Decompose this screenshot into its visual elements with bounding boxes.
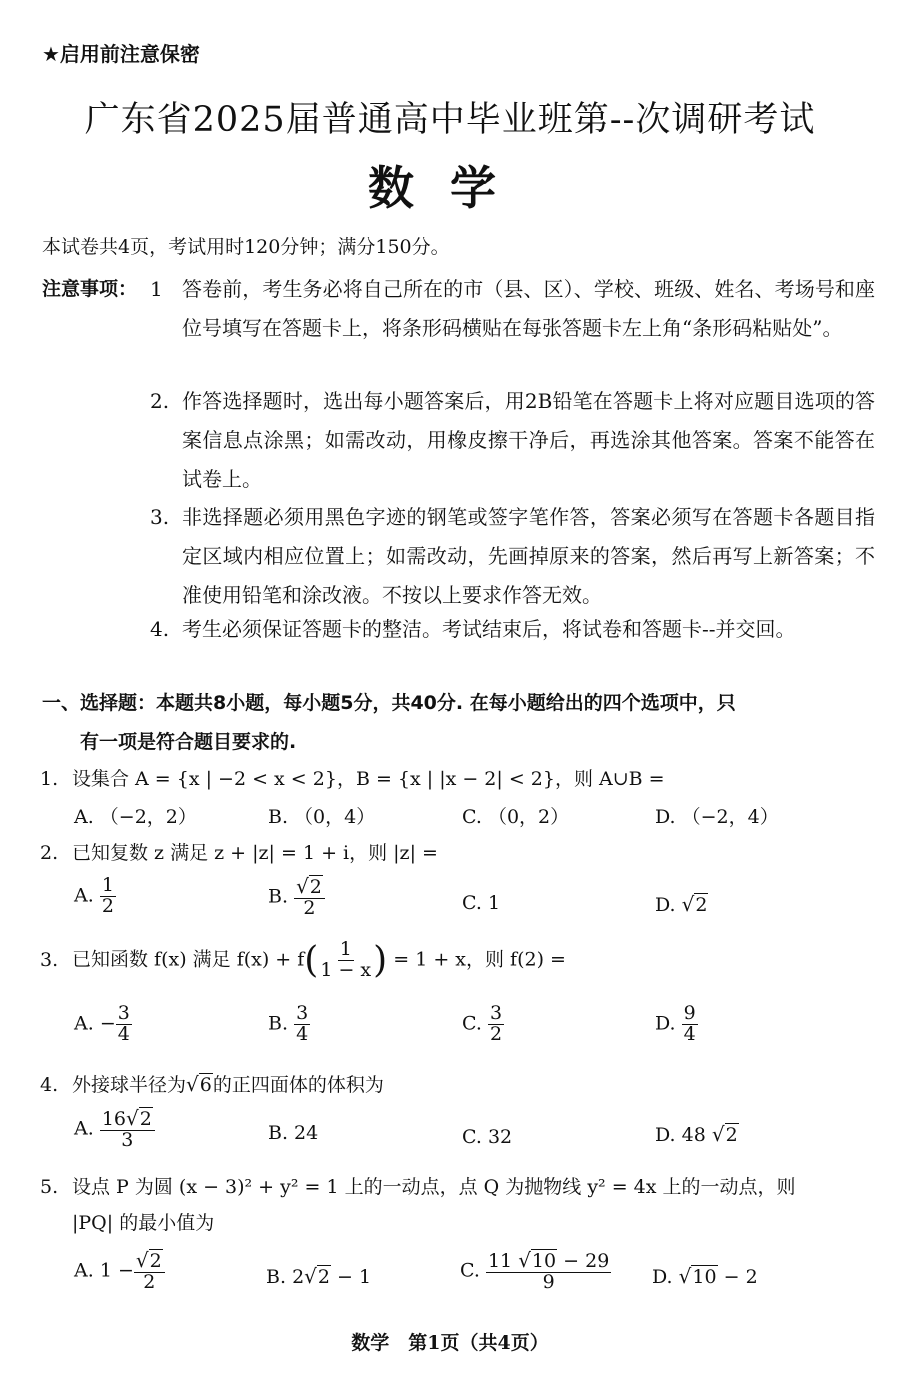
note-item — [150, 610, 875, 649]
question-stem-cont: |PQ| 的最小值为 — [72, 1212, 215, 1234]
option-label: B. — [268, 1012, 289, 1035]
numerator: 3 — [489, 1002, 503, 1024]
option-label: D. — [655, 1124, 676, 1146]
question-number: 3. — [40, 948, 59, 971]
note-number: 4. — [150, 617, 170, 641]
note-text: 考生必须保证答题卡的整洁。考试结束后，将试卷和答题卡--并交回。 — [182, 617, 796, 641]
numerator: 1 — [339, 938, 352, 961]
question-stem-pre: 外接球半径为 — [72, 1074, 187, 1096]
sqrt: √6 — [186, 1072, 212, 1096]
option-b: B. （0，4） — [268, 806, 376, 828]
fraction — [488, 1004, 504, 1045]
option-c: C. （0，2） — [462, 806, 570, 828]
note-text: 作答选择题时，选出每小题答案后，用2B铅笔在答题卡上将对应题目选项的答案信息点涂黑；如需改动，用橡皮擦干净后，再选涂其他答案。答案不能答在试卷上。 — [182, 389, 875, 491]
sqrt: √2 — [711, 1122, 738, 1146]
question-stem: 设点 P 为圆 (x − 3)² + y² = 1 上的一动点，点 Q 为抛物线 y² = 4x 上的一动点，则 — [72, 1176, 796, 1198]
denominator: 2 — [489, 1022, 503, 1045]
denominator: 2 — [303, 896, 316, 919]
expression: − 2 — [723, 1266, 758, 1288]
exam-title: 广东省2025届普通高中毕业班第--次调研考试 — [84, 100, 816, 140]
numerator — [134, 1250, 165, 1273]
option-c — [462, 1004, 504, 1045]
fraction — [116, 1004, 132, 1045]
fraction — [100, 876, 116, 917]
question-number: 5. — [40, 1176, 59, 1198]
note-item — [150, 270, 875, 348]
sqrt: √10 — [518, 1248, 557, 1272]
note-item — [150, 382, 875, 499]
sqrt: √2 — [135, 1248, 162, 1272]
option-d — [655, 1122, 739, 1146]
question-1 — [40, 764, 665, 791]
note-text: 答卷前，考生务必将自己所在的市（县、区）、学校、班级、姓名、考场号和座位号填写在答题卡上，将条形码横贴在每张答题卡左上角“条形码粘贴处”。 — [182, 277, 875, 340]
numerator: 11 √10 − 29 — [487, 1248, 610, 1272]
question-stem-post: 的正四面体的体积为 — [212, 1074, 384, 1096]
option-a — [74, 1108, 155, 1151]
option-b: B. 24 — [268, 1122, 319, 1144]
option-d — [655, 892, 708, 916]
fraction — [294, 1004, 310, 1045]
option-d — [652, 1264, 758, 1288]
fraction — [486, 1250, 611, 1293]
option-c: C. 1 — [462, 892, 501, 914]
subject-title: 数学 — [368, 161, 532, 215]
question-2 — [40, 838, 438, 865]
note-number: 1 — [150, 277, 163, 301]
question-number: 2. — [40, 842, 59, 864]
fraction — [318, 940, 373, 981]
numerator — [294, 876, 325, 899]
option-label: D. — [652, 1266, 673, 1288]
sqrt: √2 — [681, 892, 708, 916]
sqrt: √2 — [296, 874, 322, 898]
option-a — [74, 1250, 165, 1293]
option-b — [268, 876, 325, 919]
question-4 — [40, 1070, 384, 1097]
sqrt: √10 — [678, 1264, 717, 1288]
option-a: A. （−2，2） — [74, 806, 197, 828]
denominator: 9 — [542, 1270, 555, 1293]
paren-close: ) — [373, 940, 388, 981]
option-label: C. — [460, 1259, 480, 1282]
confidential-label: ★启用前注意保密 — [42, 42, 200, 66]
denominator: 4 — [683, 1022, 696, 1045]
numerator: 9 — [683, 1002, 696, 1024]
section-heading: 一、选择题：本题共8小题，每小题5分，共40分. 在每小题给出的四个选项中，只 — [42, 692, 736, 714]
paren-open: ( — [304, 940, 319, 981]
question-stem: 设集合 A = {x | −2 < x < 2}，B = {x | |x − 2| < 2}，则 A∪B = — [72, 768, 665, 790]
page-footer: 数学 第1页（共4页） — [351, 1332, 549, 1354]
sqrt: √2 — [126, 1106, 152, 1130]
option-label: B. — [266, 1266, 287, 1288]
question-stem: 已知复数 z 满足 z + |z| = 1 + i，则 |z| = — [72, 842, 438, 864]
question-stem-post: = 1 + x，则 f(2) = — [393, 948, 566, 971]
note-number: 3. — [150, 505, 170, 529]
numerator: 3 — [296, 1002, 309, 1024]
option-label: A. — [74, 1259, 94, 1282]
option-a — [74, 876, 116, 917]
option-a — [74, 1004, 132, 1045]
option-c — [460, 1250, 611, 1293]
coefficient: 48 — [681, 1124, 706, 1146]
expression: − 1 — [337, 1266, 372, 1288]
denominator: 2 — [101, 894, 114, 917]
option-label: A. — [74, 1117, 94, 1140]
note-item — [150, 498, 875, 615]
question-3 — [40, 940, 566, 981]
note-text: 非选择题必须用黑色字迹的钢笔或签字笔作答，答案必须写在答题卡各题目指定区域内相应位置上；如需改动，先画掉原来的答案，然后再写上新答案；不准使用铅笔和涂改液。不按以上要求作答无效。 — [182, 505, 875, 607]
fraction — [134, 1250, 165, 1293]
question-number: 4. — [40, 1074, 59, 1096]
note-number: 2. — [150, 389, 170, 413]
denominator: 4 — [296, 1022, 309, 1045]
question-number: 1. — [40, 768, 59, 790]
option-d — [655, 1004, 698, 1045]
option-label: D. — [655, 1012, 676, 1035]
option-label: B. — [268, 885, 289, 908]
exam-info: 本试卷共4页，考试用时120分钟；满分150分。 — [42, 236, 450, 258]
option-label: D. — [655, 894, 676, 916]
denominator: 4 — [117, 1022, 130, 1045]
option-label: A. — [74, 884, 94, 907]
denominator: 3 — [121, 1128, 134, 1151]
fraction — [294, 876, 325, 919]
coefficient: 2 — [292, 1266, 305, 1288]
option-label: C. — [462, 1012, 482, 1035]
question-5-cont — [72, 1208, 214, 1235]
numerator: 1 — [101, 874, 114, 896]
sqrt: √2 — [304, 1264, 330, 1288]
option-d: D. （−2，4） — [655, 806, 779, 828]
denominator: 1 − x — [320, 959, 372, 981]
expression: 1 − — [99, 1259, 134, 1282]
option-b — [266, 1264, 371, 1288]
minus-sign: − — [99, 1012, 116, 1035]
question-stem-pre: 已知函数 f(x) 满足 f(x) + f — [72, 948, 305, 971]
fraction — [682, 1004, 698, 1045]
numerator: 16√2 — [100, 1108, 155, 1131]
option-c: C. 32 — [462, 1126, 513, 1148]
fraction — [100, 1108, 155, 1151]
option-b — [268, 1004, 310, 1045]
notes-label: 注意事项： — [42, 278, 138, 300]
question-5 — [40, 1172, 796, 1199]
denominator: 2 — [143, 1270, 156, 1293]
section-heading-cont: 有一项是符合题目要求的. — [80, 731, 297, 753]
option-label: A. — [74, 1012, 94, 1035]
numerator: 3 — [117, 1002, 130, 1024]
